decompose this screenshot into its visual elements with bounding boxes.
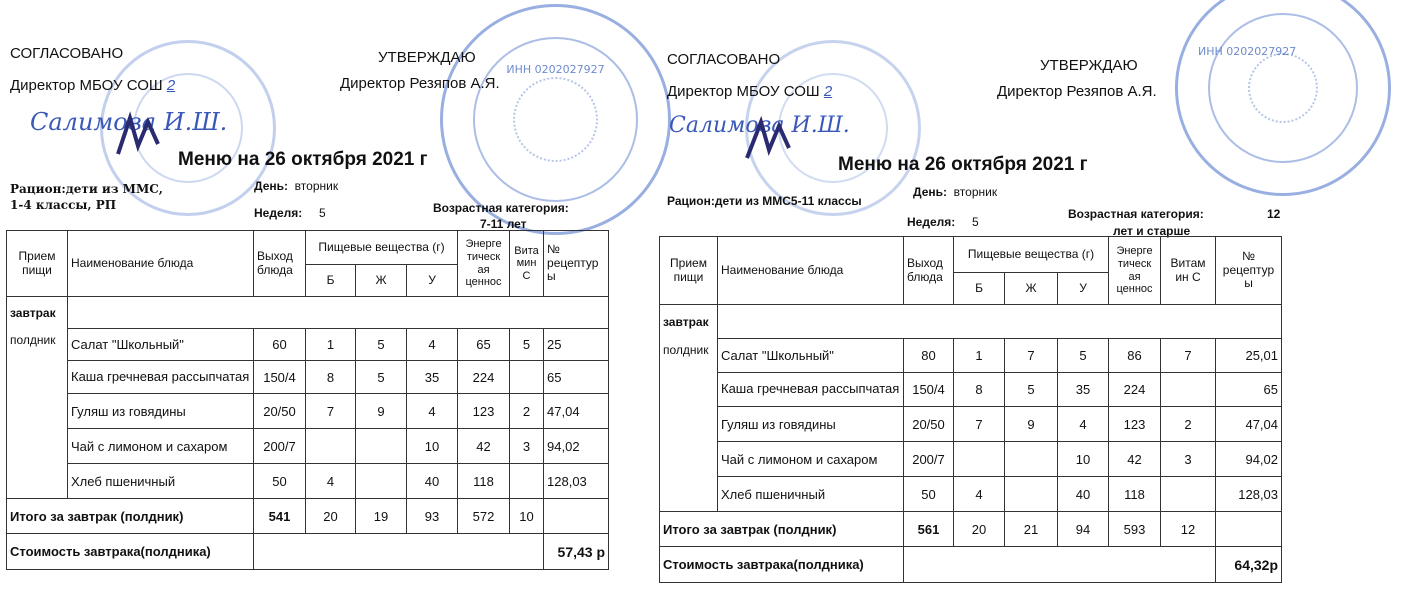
- approved-label: СОГЛАСОВАНО: [10, 45, 124, 62]
- week-field: Неделя: 5: [907, 215, 979, 229]
- director-school-label: Директор МБОУ СОШ 2: [10, 77, 176, 94]
- school-number: 2: [823, 83, 833, 100]
- day-field: День: вторник: [913, 185, 998, 199]
- ration: Рацион:дети из ММС5-11 классы: [667, 194, 862, 208]
- menu-document-left: [0, 0, 640, 590]
- header-yield: Выход блюда: [254, 231, 306, 297]
- confirm-director: Директор Резяпов А.Я.: [997, 83, 1157, 100]
- table-row: Гуляш из говядины 20/50 7 9 4 123 2 47,04: [7, 394, 609, 429]
- header-vitamin-c: Витам ин С: [1161, 237, 1216, 305]
- header-recipe: № рецептур ы: [544, 231, 609, 297]
- signature: [667, 102, 897, 162]
- official-seal: [1175, 0, 1391, 196]
- menu-table: [659, 236, 1282, 583]
- confirm-label: УТВЕРЖДАЮ: [378, 49, 476, 66]
- table-row: полдник Салат "Школьный" 60 1 5 4 65 5 25: [7, 329, 609, 361]
- svg-text:Салимова И.Ш.: Салимова И.Ш.: [669, 113, 850, 138]
- total-row: Итого за завтрак (полдник) 561 20 21 94 593 12: [660, 512, 1282, 547]
- header-proteins: Б: [306, 265, 356, 297]
- cost-label: Стоимость завтрака(полдника): [660, 547, 904, 583]
- menu-table: [6, 230, 609, 570]
- cost-label: Стоимость завтрака(полдника): [7, 534, 254, 570]
- age-category-number: 12: [1267, 207, 1281, 221]
- header-meal: Прием пищи: [660, 237, 718, 305]
- cost-row: [7, 534, 609, 570]
- header-vitamin-c: Вита мин С: [510, 231, 544, 297]
- header-meal: Прием пищи: [7, 231, 68, 297]
- cost-value: 57,43 р: [544, 534, 609, 570]
- table-row: Каша гречневая рассыпчатая 150/4 8 5 35 224 65: [7, 361, 609, 394]
- meal-snack: полдник: [7, 329, 68, 499]
- confirm-label: УТВЕРЖДАЮ: [1040, 57, 1138, 74]
- breakfast-empty-row: [68, 297, 609, 329]
- table-row: Гуляш из говядины 20/50 7 9 4 123 2 47,04: [660, 407, 1282, 442]
- age-category-label: Возрастная категория:: [1068, 207, 1204, 221]
- header-fats: Ж: [356, 265, 407, 297]
- header-yield: Выход блюда: [904, 237, 954, 305]
- menu-title: Меню на 26 октября 2021 г: [838, 154, 1088, 175]
- header-dish: Наименование блюда: [718, 237, 904, 305]
- header-carbs: У: [407, 265, 458, 297]
- breakfast-empty-row: [718, 305, 1282, 339]
- signature: [28, 96, 258, 156]
- seal-text: ИНН 0202027927: [506, 63, 605, 76]
- table-row: Хлеб пшеничный 50 4 40 118 128,03: [660, 477, 1282, 512]
- header-fats: Ж: [1005, 273, 1058, 305]
- meal-snack: полдник: [660, 339, 718, 512]
- week-field: Неделя: 5: [254, 206, 326, 220]
- header-nutrients: Пищевые вещества (г): [954, 237, 1109, 273]
- header-dish: Наименование блюда: [68, 231, 254, 297]
- age-category-label: Возрастная категория:: [433, 201, 569, 215]
- meal-breakfast: завтрак: [7, 297, 68, 329]
- classes: 1-4 классы, РП: [10, 198, 117, 212]
- director-school-label: Директор МБОУ СОШ 2: [667, 83, 833, 100]
- age-category-value: 7-11 лет: [480, 217, 527, 231]
- table-row: полдник Салат "Школьный" 80 1 7 5 86 7 25,01: [660, 339, 1282, 373]
- header-nutrients: Пищевые вещества (г): [306, 231, 458, 265]
- menu-title: Меню на 26 октября 2021 г: [178, 149, 428, 170]
- svg-text:Салимова И.Ш.: Салимова И.Ш.: [30, 108, 228, 136]
- table-row: Хлеб пшеничный 50 4 40 118 128,03: [7, 464, 609, 499]
- table-row: Чай с лимоном и сахаром 200/7 10 42 3 94,02: [660, 442, 1282, 477]
- header-energy: Энерге тическ ая ценнос: [458, 231, 510, 297]
- table-row: Каша гречневая рассыпчатая 150/4 8 5 35 224 65: [660, 373, 1282, 407]
- header-recipe: № рецептур ы: [1216, 237, 1282, 305]
- seal-text: ИНН 0202027927: [1198, 45, 1297, 58]
- cost-row: [660, 547, 1282, 583]
- age-category-value: лет и старше: [1113, 224, 1191, 238]
- day-field: День: вторник: [254, 179, 339, 193]
- approved-label: СОГЛАСОВАНО: [667, 51, 781, 68]
- confirm-director: Директор Резяпов А.Я.: [340, 75, 500, 92]
- table-row: Чай с лимоном и сахаром 200/7 10 42 3 94,02: [7, 429, 609, 464]
- ration: Рацион:дети из ММС,: [10, 182, 163, 196]
- menu-document-right: [655, 0, 1297, 590]
- school-number: 2: [166, 77, 176, 94]
- total-row: Итого за завтрак (полдник) 541 20 19 93 572 10: [7, 499, 609, 534]
- meal-breakfast: завтрак: [660, 305, 718, 339]
- header-energy: Энерге тическ ая ценнос: [1109, 237, 1161, 305]
- header-carbs: У: [1058, 273, 1109, 305]
- header-proteins: Б: [954, 273, 1005, 305]
- cost-value: 64,32р: [1216, 547, 1282, 583]
